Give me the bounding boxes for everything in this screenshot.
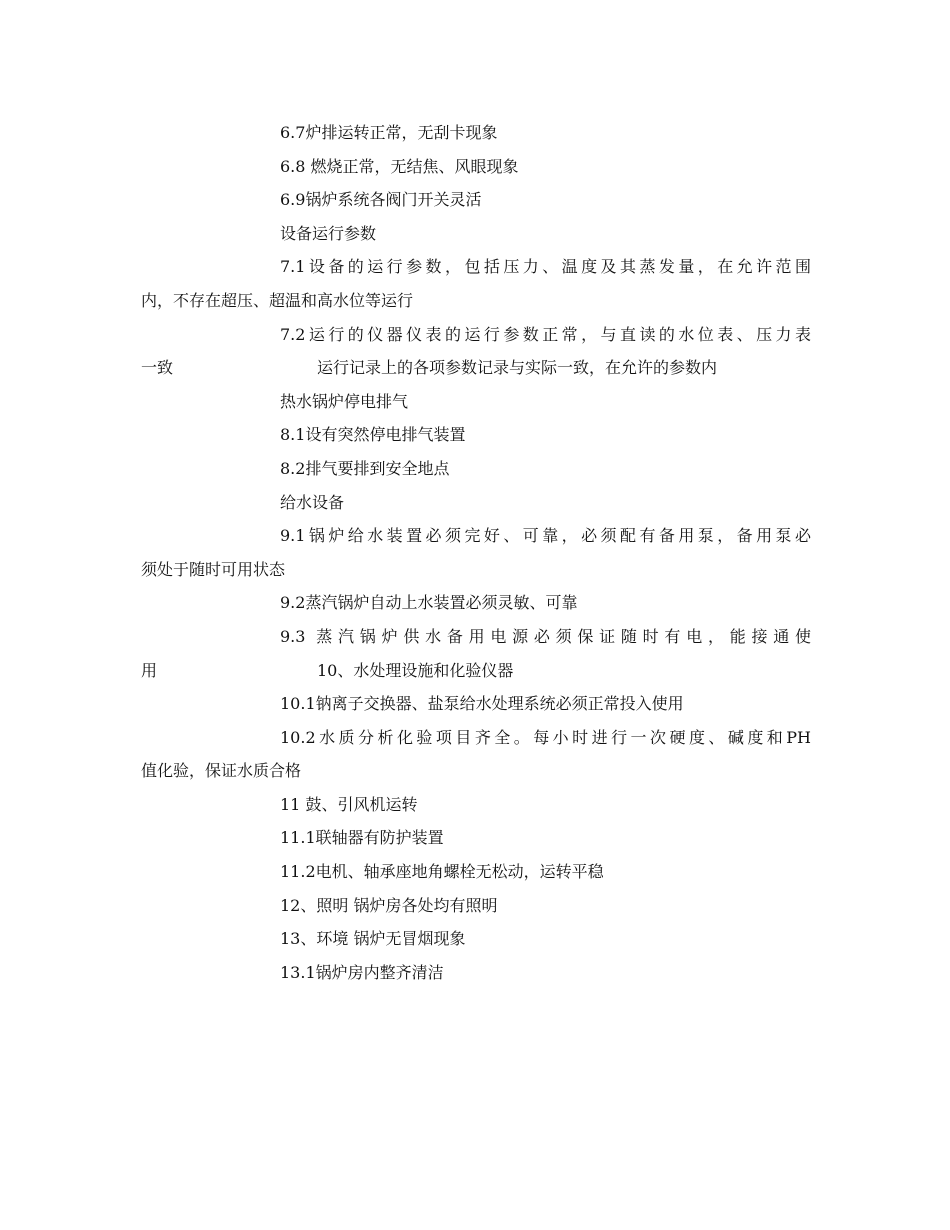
section-heading-power-off-exhaust: 热水锅炉停电排气 bbox=[280, 391, 409, 411]
line-8-2: 8.2排气要排到安全地点 bbox=[280, 458, 450, 478]
line-11-1: 11.1联轴器有防护装置 bbox=[280, 828, 444, 848]
line-12-lighting: 12、照明 锅炉房各处均有照明 bbox=[280, 895, 498, 915]
section-heading-water-supply: 给水设备 bbox=[280, 492, 345, 512]
section-heading-operating-parameters: 设备运行参数 bbox=[280, 223, 377, 243]
line-13-1: 13.1锅炉房内整齐清洁 bbox=[280, 962, 444, 982]
line-10-2-continued: 值化验，保证水质合格 bbox=[141, 761, 302, 781]
line-9-3: 9.3 蒸汽锅炉供水备用电源必须保证随时有电，能接通使 bbox=[280, 626, 811, 646]
line-6-7: 6.7炉排运转正常，无刮卡现象 bbox=[280, 123, 498, 142]
line-10-2: 10.2水质分析化验项目齐全。每小时进行一次硬度、碱度和PH bbox=[280, 727, 811, 747]
line-10-1: 10.1钠离子交换器、盐泵给水处理系统必须正常投入使用 bbox=[280, 694, 684, 714]
line-7-2-continued-tail: 运行记录上的各项参数记录与实际一致，在允许的参数内 bbox=[317, 358, 718, 378]
line-7-2-continued-head: 一致 bbox=[141, 358, 174, 378]
line-7-2-continued bbox=[141, 351, 811, 385]
section-heading-fans: 11 鼓、引风机运转 bbox=[280, 794, 418, 814]
line-11-2: 11.2电机、轴承座地角螺栓无松动，运转平稳 bbox=[280, 862, 604, 882]
line-9-1: 9.1锅炉给水装置必须完好、可靠，必须配有备用泵，备用泵必 bbox=[280, 526, 811, 546]
line-13-environment: 13、环境 锅炉无冒烟现象 bbox=[280, 929, 466, 949]
line-6-8: 6.8 燃烧正常，无结焦、风眼现象 bbox=[280, 156, 519, 176]
line-9-3-continued bbox=[141, 654, 811, 688]
line-7-1-continued: 内，不存在超压、超温和高水位等运行 bbox=[141, 290, 414, 310]
line-9-1-continued: 须处于随时可用状态 bbox=[141, 559, 286, 579]
line-6-9: 6.9锅炉系统各阀门开关灵活 bbox=[280, 190, 482, 210]
line-8-1: 8.1设有突然停电排气装置 bbox=[280, 425, 466, 445]
line-9-3-continued-head: 用 bbox=[141, 660, 158, 680]
document-body bbox=[141, 116, 811, 989]
section-heading-water-treatment: 10、水处理设施和化验仪器 bbox=[317, 660, 514, 680]
line-7-1: 7.1设备的运行参数，包括压力、温度及其蒸发量，在允许范围 bbox=[280, 257, 811, 277]
line-9-2: 9.2蒸汽锅炉自动上水装置必须灵敏、可靠 bbox=[280, 593, 578, 613]
line-7-2: 7.2运行的仪器仪表的运行参数正常，与直读的水位表、压力表 bbox=[280, 324, 811, 344]
